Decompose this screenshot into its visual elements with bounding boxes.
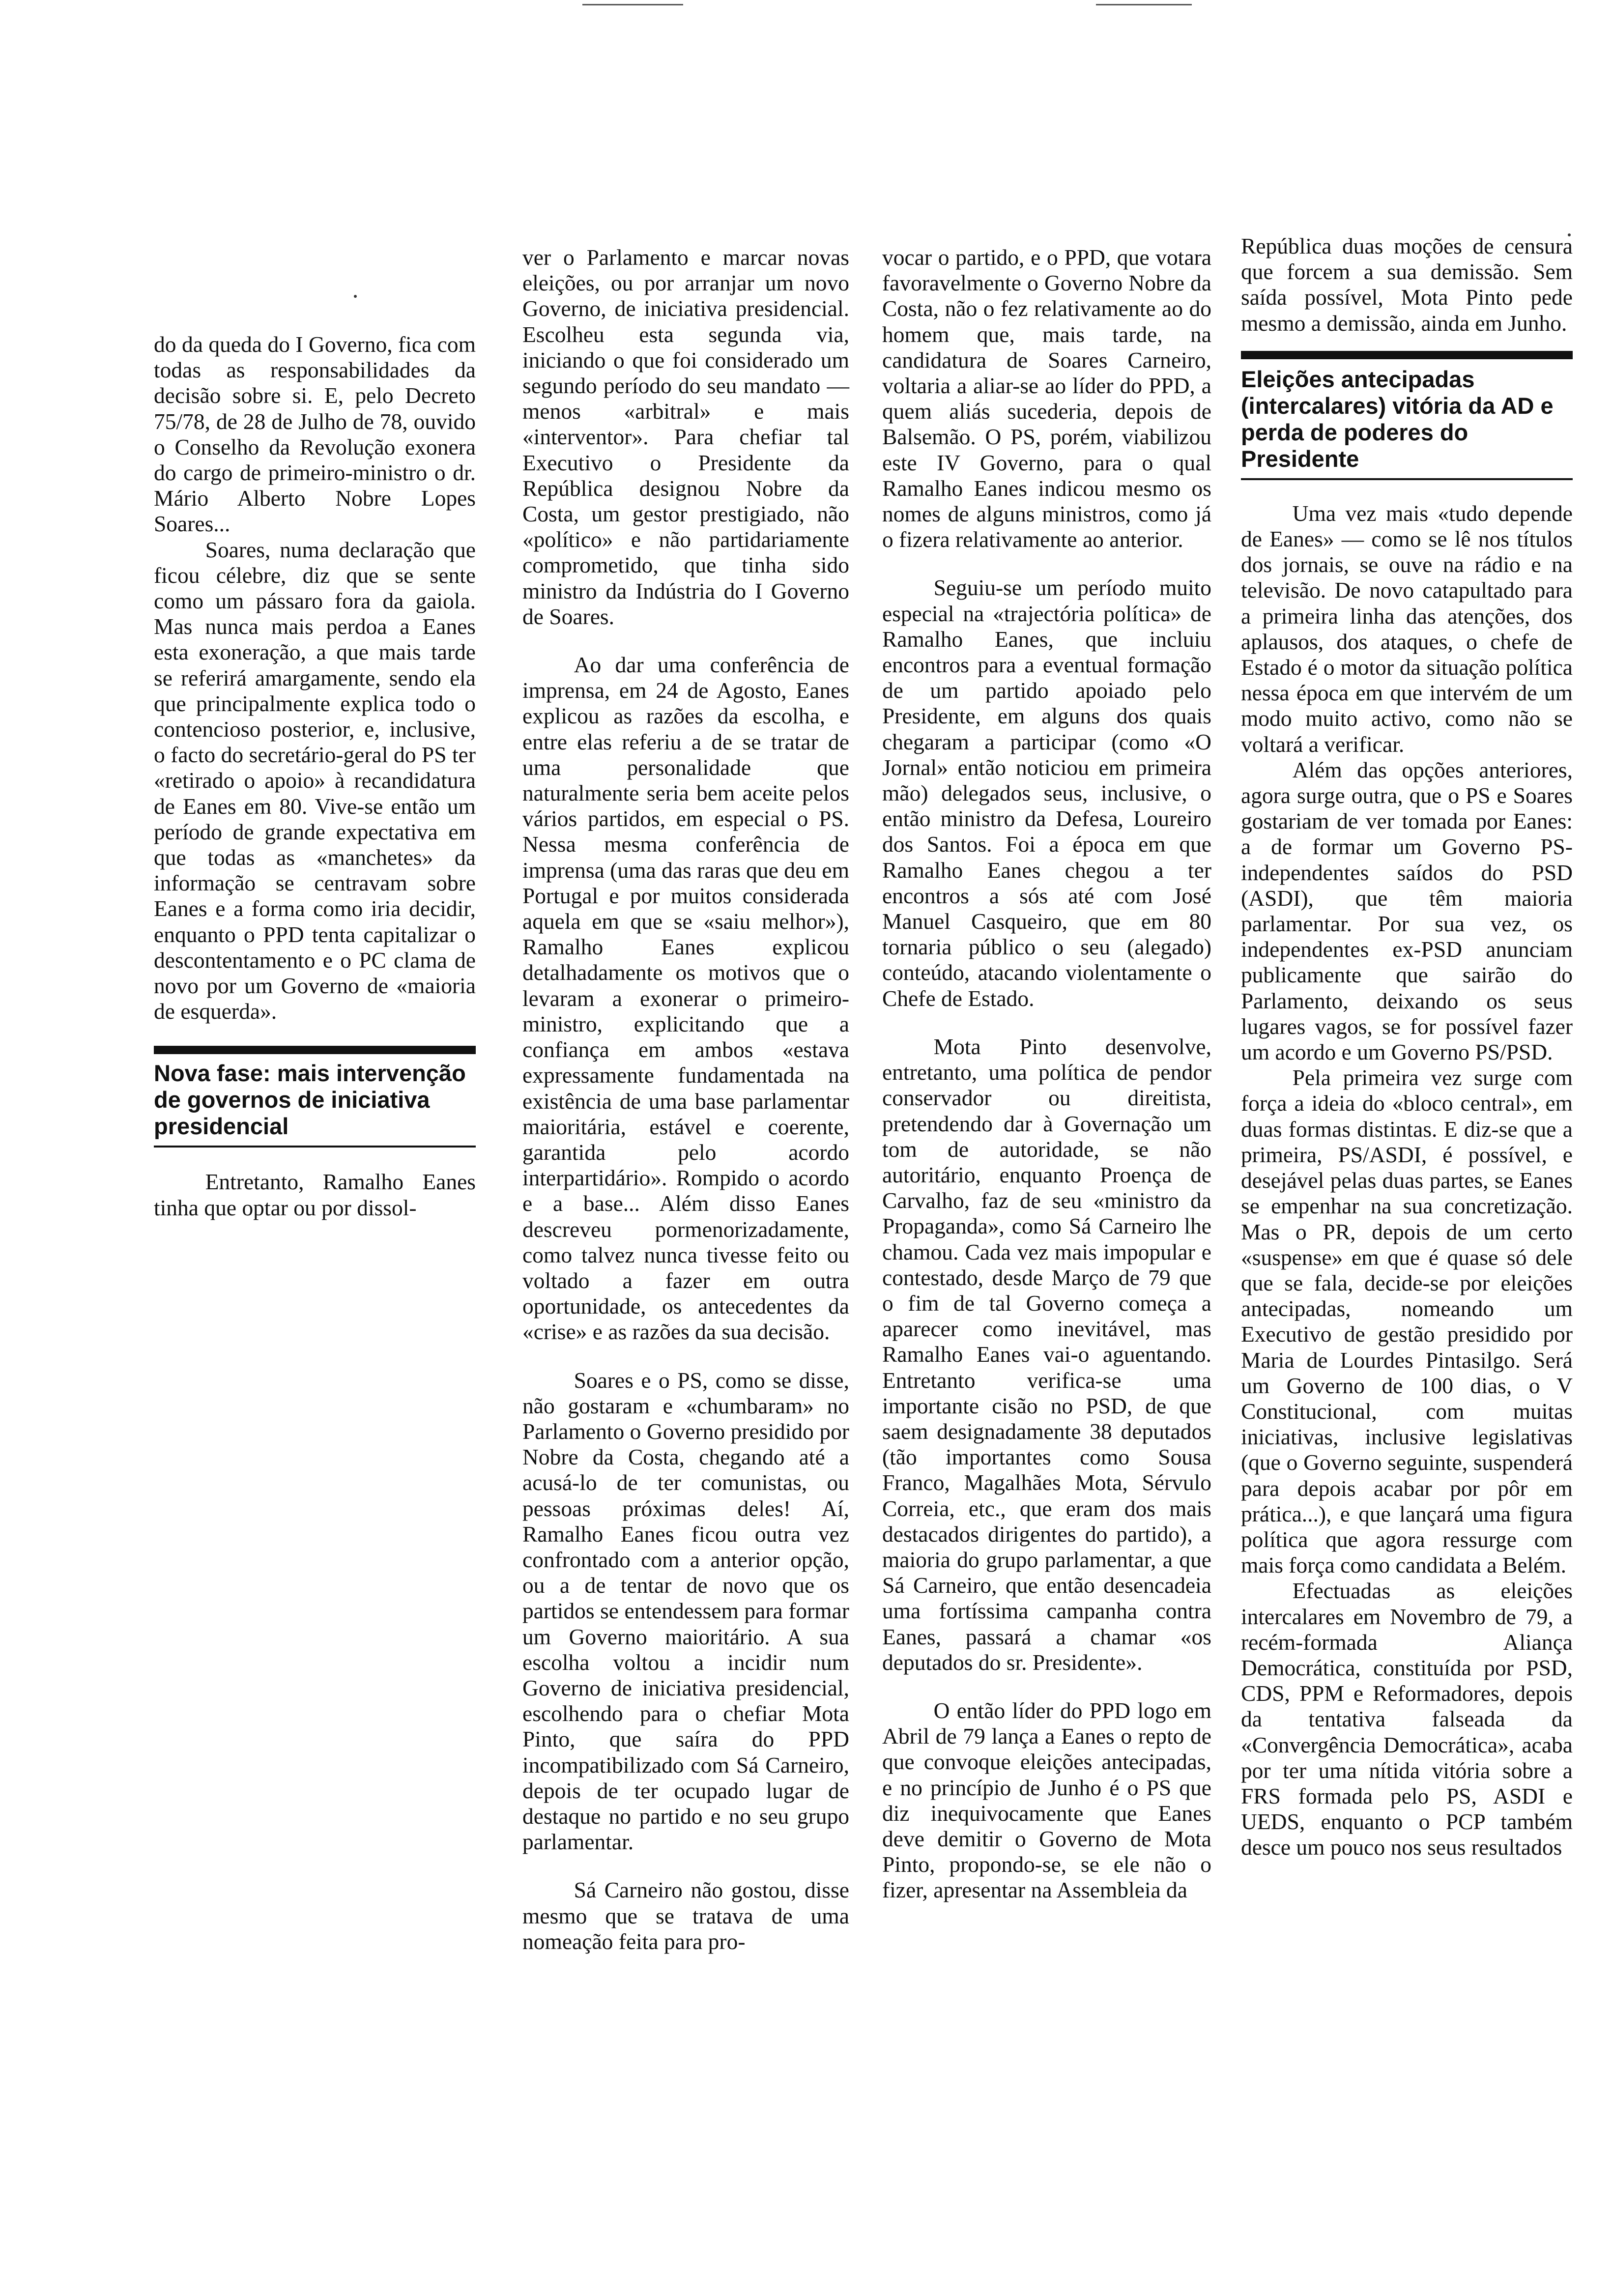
col3-paragraph-4: O então líder do PPD logo em Abril de 79 lança a Eanes o repto de que convoque eleições antecipadas, e no princípio de Junho é o PS que diz inequivocamente que Eanes deve demitir o Governo de Mota Pinto, propondo-se, se ele não o fizer, apresentar na Assembleia da bbox=[882, 1697, 1211, 1903]
col1-paragraph-3: Entretanto, Ramalho Eanes tinha que optar ou por dissol- bbox=[154, 1169, 476, 1220]
section-rule-thin bbox=[1241, 478, 1573, 480]
col2-paragraph-4: Sá Carneiro não gostou, disse mesmo que se tratava de uma nomeação feita para pro- bbox=[522, 1877, 849, 1954]
column-4 bbox=[1241, 233, 1573, 1861]
column-1 bbox=[154, 332, 476, 1221]
col1-paragraph-2: Soares, numa declaração que ficou célebre, diz que se sente como um pássaro fora da gaiola. Mas nunca mais perdoa a Eanes esta exoneração, a que mais tarde se referirá amargamente, sendo ela que principalmente explica todo o contencioso posterior, e, inclusive, o facto do secretário-geral do PS ter «retirado o apoio» à recandidatura de Eanes em 80. Vive-se então um período de grande expectativa em que todas as «manchetes» da informação se centravam sobre Eanes e a forma como iria decidir, enquanto o PPD tenta capitalizar o descontentamento e o PC clama de novo por um Governo de «maioria de esquerda». bbox=[154, 537, 476, 1024]
col2-paragraph-2: Ao dar uma conferência de imprensa, em 24 de Agosto, Eanes explicou as razões da escolha, e entre elas referiu a de se tratar de uma personalidade que naturalmente seria bem aceite pelos vários partidos, em especial o PS. Nessa mesma conferência de imprensa (uma das raras que deu em Portugal e por muitos considerada aquela em que se «saiu melhor»), Ramalho Eanes explicou detalhadamente os motivos que o levaram a exonerar o primeiro-ministro, explicitando que a confiança em ambos «estava expressamente fundamentada na existência de uma base parlamentar maioritária, estável e coerente, garantida pelo acordo interpartidário». Rompido o acordo e a base... Além disso Eanes descreveu pormenorizadamente, como talvez nunca tivesse feito ou voltado a fazer em outra oportunidade, os antecedentes da «crise» e as razões da sua decisão. bbox=[522, 652, 849, 1345]
col4-paragraph-4: Pela primeira vez surge com força a ideia do «bloco central», em duas formas distintas. E diz-se que a primeira, PS/ASDI, é possível, e desejável pelas duas partes, se Eanes se empenhar na sua concretização. Mas o PR, depois de um certo «suspense» em que é quase só dele que se fala, decide-se por eleições antecipadas, nomeando um Executivo de gestão presidido por Maria de Lourdes Pintasilgo. Será um Governo de 100 dias, o V Constitucional, com muitas iniciativas, inclusive legislativas (que o Governo seguinte, suspenderá para depois acabar por pôr em prática...), e que lançará uma figura política que agora ressurge com mais força como candidata a Belém. bbox=[1241, 1065, 1573, 1578]
page-speck bbox=[354, 295, 357, 298]
col4-paragraph-3: Além das opções anteriores, agora surge outra, que o PS e Soares gostariam de ver tomada por Eanes: a de formar um Governo PS-independentes saídos do PSD (ASDI), que têm maioria parlamentar. Por sua vez, os independentes ex-PSD anunciam publicamente que sairão do Parlamento, deixando os seus lugares vagos, se for possível fazer um acordo e um Governo PS/PSD. bbox=[1241, 757, 1573, 1065]
section-rule-thin bbox=[154, 1146, 476, 1148]
top-rule-right bbox=[1096, 4, 1192, 5]
col2-paragraph-1: ver o Parlamento e marcar novas eleições, ou por arranjar um novo Governo, de iniciativa presidencial. Escolheu esta segunda via, iniciando o que foi considerado um segundo período do seu mandato — menos «arbitral» e mais «interventor». Para chefiar tal Executivo o Presidente da República designou Nobre da Costa, um gestor prestigiado, não «político» e não partidariamente comprometido, que tinha sido ministro da Indústria do I Governo de Soares. bbox=[522, 245, 849, 629]
col2-paragraph-3: Soares e o PS, como se disse, não gostaram e «chumbaram» no Parlamento o Governo presidido por Nobre da Costa, chegando até a acusá-lo de ter comunistas, ou pessoas próximas deles! Aí, Ramalho Eanes ficou outra vez confrontado com a anterior opção, ou a de tentar de novo que os partidos se entendessem para formar um Governo maioritário. A sua escolha voltou a incidir num Governo de iniciativa presidencial, escolhendo para o chefiar Mota Pinto, que saíra do PPD incompatibilizado com Sá Carneiro, depois de ter ocupado lugar de destaque no partido e no seu grupo parlamentar. bbox=[522, 1367, 849, 1855]
col3-paragraph-2: Seguiu-se um período muito especial na «trajectória política» de Ramalho Eanes, que incluiu encontros para a eventual formação de um partido apoiado pelo Presidente, em alguns dos quais chegaram a participar (como «O Jornal» então noticiou em primeira mão) delegados seus, inclusive, o então ministro da Defesa, Loureiro dos Santos. Foi a época em que Ramalho Eanes chegou a ter encontros a sós até com José Manuel Casqueiro, que em 80 tornaria público o seu (alegado) conteúdo, atacando violentamente o Chefe de Estado. bbox=[882, 575, 1211, 1011]
column-2 bbox=[522, 245, 849, 1954]
section-rule-thick bbox=[154, 1046, 476, 1054]
col3-paragraph-1: vocar o partido, e o PPD, que votara favoravelmente o Governo Nobre da Costa, não o fez relativamente ao do homem que, mais tarde, na candidatura de Soares Carneiro, voltaria a aliar-se ao líder do PPD, a quem aliás sucederia, depois de Balsemão. O PS, porém, viabilizou este IV Governo, para o qual Ramalho Eanes indicou mesmo os nomes de alguns ministros, como já o fizera relativamente ao anterior. bbox=[882, 245, 1211, 552]
col4-paragraph-2: Uma vez mais «tudo depende de Eanes» — como se lê nos títulos dos jornais, se ouve na rádio e na televisão. De novo catapultado para a primeira linha das atenções, dos aplausos, dos ataques, o chefe de Estado é o motor da situação política nessa época em que intervém de um modo muito activo, como não se voltará a verificar. bbox=[1241, 500, 1573, 757]
col1-paragraph-1: do da queda do I Governo, fica com todas as responsabilidades da decisão sobre si. E, pelo Decreto 75/78, de 28 de Julho de 78, ouvido o Conselho da Revolução exonera do cargo de primeiro-ministro o dr. Mário Alberto Nobre Lopes Soares... bbox=[154, 332, 476, 537]
top-rule-left bbox=[582, 4, 683, 5]
col4-paragraph-1: República duas moções de censura que forcem a sua demissão. Sem saída possível, Mota Pinto pede mesmo a demissão, ainda em Junho. bbox=[1241, 233, 1573, 336]
col4-paragraph-5: Efectuadas as eleições intercalares em Novembro de 79, a recém-formada Aliança Democrática, constituída por PSD, CDS, PPM e Reformadores, depois da tentativa falseada da «Convergência Democrática», acaba por ter uma nítida vitória sobre a FRS formada pelo PS, ASDI e UEDS, enquanto o PCP também desce um pouco nos seus resultados bbox=[1241, 1578, 1573, 1860]
column-3 bbox=[882, 245, 1211, 1903]
section-heading-nova-fase: Nova fase: mais intervenção de governos de iniciativa presidencial bbox=[154, 1060, 466, 1140]
section-rule-thick bbox=[1241, 351, 1573, 359]
col3-paragraph-3: Mota Pinto desenvolve, entretanto, uma política de pendor conservador ou direitista, pretendendo dar à Governação um tom de autoridade, se não autoritário, enquanto Proença de Carvalho, faz de seu «ministro da Propaganda», como Sá Carneiro lhe chamou. Cada vez mais impopular e contestado, desde Março de 79 que o fim de tal Governo começa a aparecer como inevitável, mas Ramalho Eanes vai-o aguentando. Entretanto verifica-se uma importante cisão no PSD, de que saem designadamente 38 deputados (tão importantes como Sousa Franco, Magalhães Mota, Sérvulo Correia, etc., que eram dos mais destacados dirigentes do partido), a maioria do grupo parlamentar, a que Sá Carneiro, que então desencadeia uma fortíssima campanha contra Eanes, passará a chamar «os deputados do sr. Presidente». bbox=[882, 1033, 1211, 1675]
section-heading-eleicoes: Eleições antecipadas (intercalares) vitória da AD e perda de poderes do Presidente bbox=[1241, 366, 1554, 472]
